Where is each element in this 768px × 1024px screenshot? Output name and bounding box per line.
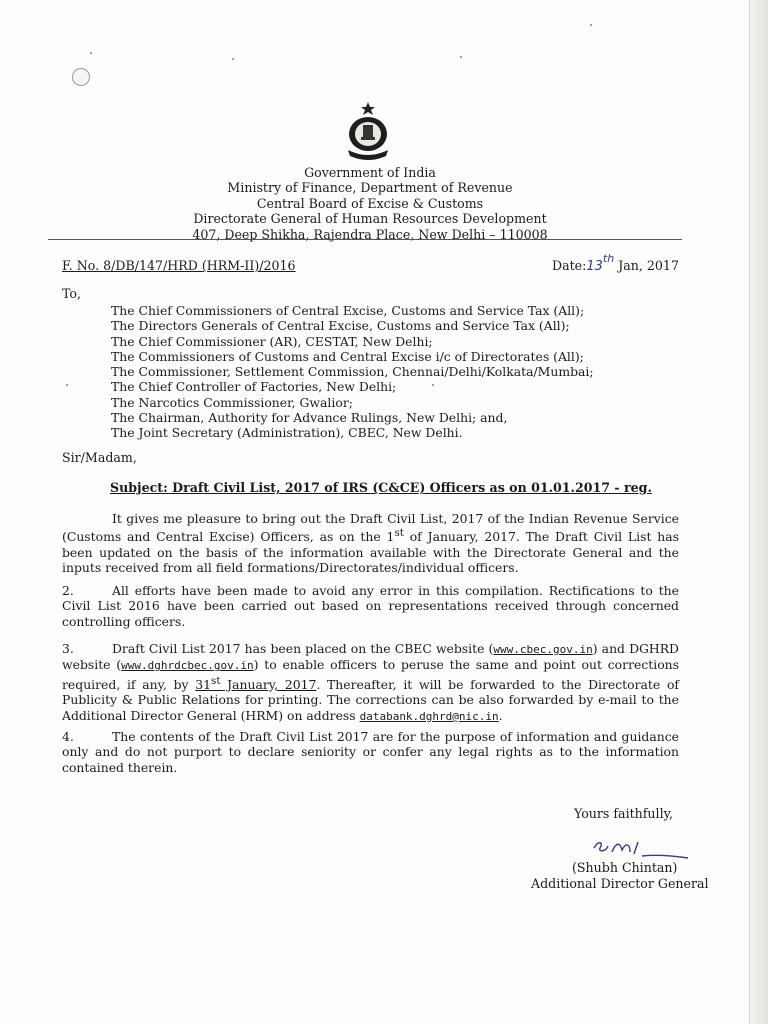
speck [90,52,92,54]
addressee-item: The Chief Commissioner (AR), CESTAT, New Delhi; [111,333,433,349]
deadline-superscript: st [211,674,221,687]
paragraph-3 [62,641,679,724]
date-day-handwritten: 13 [586,259,603,274]
salutation: Sir/Madam, [62,450,137,465]
letterhead-line: Ministry of Finance, Department of Revenue [227,180,513,196]
deadline-date [195,674,317,692]
addressee-item: The Joint Secretary (Administration), CBEC, New Delhi. [111,425,463,441]
subject-line: Subject: Draft Civil List, 2017 of IRS (C&CE) Officers as on 01.01.2017 - reg. [110,480,652,495]
letter-date [552,252,679,274]
addressee-item: The Narcotics Commissioner, Gwalior; [111,394,353,410]
para4-text: The contents of the Draft Civil List 2017 are for the purpose of information and guidance only and do not purport to declare seniority or confer any legal rights as to the information contained therein. [62,729,679,775]
para3-text-b: ) and DGHRD website ( [62,641,679,673]
speck [66,384,68,386]
speck [432,384,434,386]
punch-hole [72,68,90,86]
letterhead-line: 407, Deep Shikha, Rajendra Place, New Delhi – 110008 [192,226,548,242]
addressee-item: The Chief Controller of Factories, New Delhi; [111,379,397,395]
government-emblem-icon [340,100,396,164]
file-number: F. No. 8/DB/147/HRD (HRM-II)/2016 [62,258,296,273]
para3-text-a: Draft Civil List 2017 has been placed on the CBEC website ( [112,641,494,656]
header-divider [48,239,682,240]
para3-text-c: ) to enable officers to peruse the same and point out corrections required, if any, by [62,657,680,692]
signatory-name: (Shubh Chintan) [572,860,678,875]
dghrd-website-link[interactable]: www.dghrdcbec.gov.in [121,659,254,673]
letterhead [60,165,680,242]
letterhead-line: Directorate General of Human Resources Development [193,211,547,227]
addressee-item: The Chairman, Authority for Advance Rulings, New Delhi; and, [111,410,508,426]
para1-superscript: st [394,527,404,540]
addressee-item: The Chief Commissioners of Central Excise, Customs and Service Tax (All); [111,303,585,318]
addressee-item: The Commissioners of Customs and Central Excise i/c of Directorates (All); [111,348,584,364]
para3-text-d: . Thereafter, it will be forwarded to the Directorate of Publicity & Public Relations for printing. The corrections can be also forwarded by e-mail to the Additional Director General (HRM) on address [62,676,679,723]
email-link[interactable]: databank.dghrd@nic.in [359,709,499,723]
letterhead-line: Central Board of Excise & Customs [256,195,484,211]
deadline-rest: January, 2017 [220,676,317,692]
speck [232,58,234,60]
closing: Yours faithfully, [574,806,674,821]
paper-edge [749,0,768,1024]
addressee-item: The Directors Generals of Central Excise, Customs and Service Tax (All); [111,318,570,334]
para2-number: 2. [62,583,74,598]
para3-number: 3. [62,641,74,656]
addressee-item: The Commissioner, Settlement Commission, Chennai/Delhi/Kolkata/Mumbai; [111,364,594,380]
speck [460,56,462,58]
para2-text: All efforts have been made to avoid any error in this compilation. Rectifications to the Civil List 2016 have been carried out based on representations received through concerned controlling officers. [62,583,679,629]
para1-text-b: of January, 2017. The Draft Civil List has been updated on the basis of the information available with the Directorate General and the inputs received from all field formations/Directorates/individual officers. [62,529,679,576]
date-rest: Jan, 2017 [618,258,679,273]
cbec-website-link[interactable]: www.cbec.gov.in [493,643,593,656]
date-label: Date: [552,258,587,273]
para3-text-e: . [498,707,503,723]
deadline-day: 31 [195,676,212,692]
paragraph-2 [62,583,679,629]
addressee-list [111,303,711,441]
paragraph-4 [62,729,679,775]
para4-number: 4. [62,729,74,744]
para1-text-a: It gives me pleasure to bring out the Draft Civil List, 2017 of the Indian Revenue Service (Customs and Central Excise) Officers, as on the 1 [62,511,679,545]
letterhead-line: Government of India [304,165,436,180]
signatory-title: Additional Director General [531,876,709,891]
paragraph-1 [62,511,679,576]
date-day-suffix: th [602,252,615,265]
speck [590,24,592,26]
to-label: To, [62,286,82,301]
